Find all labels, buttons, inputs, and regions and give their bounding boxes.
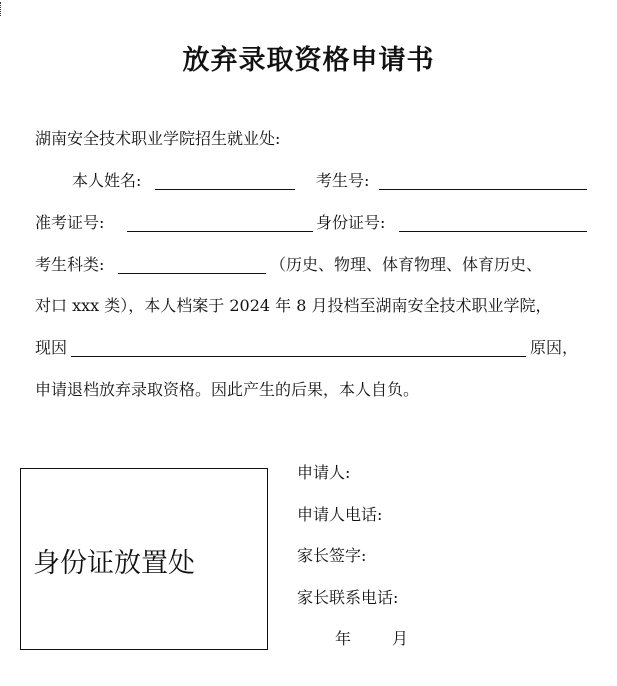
exam-number-field-line[interactable]	[379, 189, 587, 190]
date-year-label: 年	[335, 629, 352, 648]
id-number-field-line[interactable]	[399, 231, 587, 232]
exam-number-label: 考生号:	[316, 171, 370, 190]
name-label: 本人姓名:	[72, 171, 142, 190]
applicant-label: 申请人:	[297, 463, 351, 482]
applicant-phone-label: 申请人电话:	[297, 505, 383, 524]
admission-ticket-label: 准考证号:	[35, 213, 105, 232]
id-card-placement-label: 身份证放置处	[33, 548, 195, 579]
page-title: 放弃录取资格申请书	[182, 45, 435, 76]
reason-field-line[interactable]	[71, 356, 526, 357]
page-corner-mark	[0, 2, 4, 16]
parent-phone-label: 家长联系电话:	[297, 588, 399, 607]
reason-suffix: 原因，	[530, 338, 579, 357]
date-month-label: 月	[392, 629, 409, 648]
salutation: 湖南安全技术职业学院招生就业处:	[35, 129, 281, 148]
parent-signature-label: 家长签字:	[297, 546, 367, 565]
id-number-label: 身份证号:	[316, 213, 386, 232]
subject-label: 考生科类:	[35, 255, 105, 274]
id-card-placement-box	[20, 468, 268, 650]
name-field-line[interactable]	[155, 189, 295, 190]
closing-statement: 申请退档放弃录取资格。因此产生的后果，本人自负。	[35, 380, 420, 399]
subject-options-continued: 对口 xxx 类），本人档案于 2024 年 8 月投档至湖南安全技术职业学院，	[35, 296, 552, 315]
reason-prefix: 现因	[35, 338, 68, 357]
subject-field-line[interactable]	[118, 273, 266, 274]
subject-options: （历史、物理、体育物理、体育历史、	[270, 255, 543, 274]
admission-ticket-field-line[interactable]	[127, 231, 313, 232]
